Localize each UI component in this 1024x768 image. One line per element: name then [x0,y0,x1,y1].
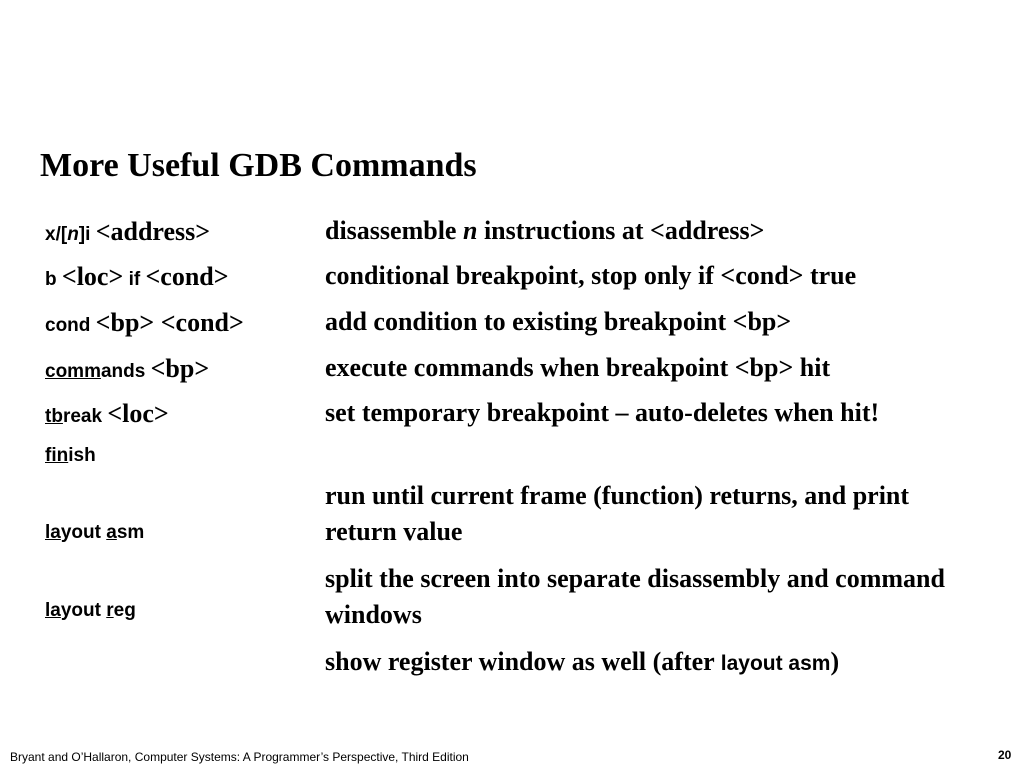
desc-break-if: conditional breakpoint, stop only if <cond> true [325,261,857,290]
cmd-cond [45,308,244,341]
desc-disassemble [325,213,975,249]
desc-text: instructions at <address> [477,216,765,245]
cmd-text: reak [62,406,103,427]
cmd-arg: <loc> [61,262,124,291]
cmd-abbrev: la [45,522,61,543]
desc-text: ) [830,647,840,676]
cmd-text: ]i [78,224,91,245]
desc-tbreak: set temporary breakpoint – auto-deletes when hit! [325,398,880,427]
cmd-text: ands [100,361,146,382]
cmd-text: yout [60,522,107,543]
cmd-layout-reg [45,596,136,626]
cmd-abbrev: fin [45,445,69,466]
cmd-text: x/[ [45,224,68,245]
desc-finish: run until current frame (function) returns, and print return value [325,481,910,546]
slide-title: More Useful GDB Commands [40,147,477,184]
cmd-text: b [45,269,57,290]
cmd-disassemble [45,217,210,250]
cmd-abbrev: tb [45,406,63,427]
cmd-finish [45,441,96,471]
cmd-arg: <address> [95,217,211,246]
desc-italic: n [462,216,478,245]
desc-text: disassemble [325,216,463,245]
cmd-arg: <loc> [107,399,169,428]
cmd-commands [45,354,209,387]
cmd-abbrev: r [106,600,114,621]
cmd-break-if [45,262,229,295]
desc-cond: add condition to existing breakpoint <bp> [325,307,792,336]
cmd-text: if [128,269,141,290]
cmd-text: ish [68,445,96,466]
desc-commands: execute commands when breakpoint <bp> hit [325,353,831,382]
desc-text: show register window as well (after [325,647,721,676]
cmd-italic: n [67,224,79,245]
cmd-layout-asm [45,518,144,548]
desc-layout-reg [325,644,975,682]
cmd-text: sm [116,522,145,543]
desc-layout-asm: split the screen into separate disassembly and command windows [325,564,945,629]
cmd-text: yout [60,600,107,621]
cmd-arg: <cond> [145,262,229,291]
cmd-tbreak [45,399,169,432]
cmd-text: cond [45,315,91,336]
footer-citation: Bryant and O’Hallaron, Computer Systems: A Programmer’s Perspective, Third Edition [10,750,469,764]
desc-code: layout asm [720,652,831,675]
page-number: 20 [998,748,1012,762]
cmd-abbrev: a [106,522,117,543]
cmd-abbrev: la [45,600,61,621]
cmd-arg: <bp> <cond> [95,308,244,337]
cmd-text: eg [113,600,136,621]
cmd-abbrev: comm [45,361,101,382]
cmd-arg: <bp> [150,354,210,383]
